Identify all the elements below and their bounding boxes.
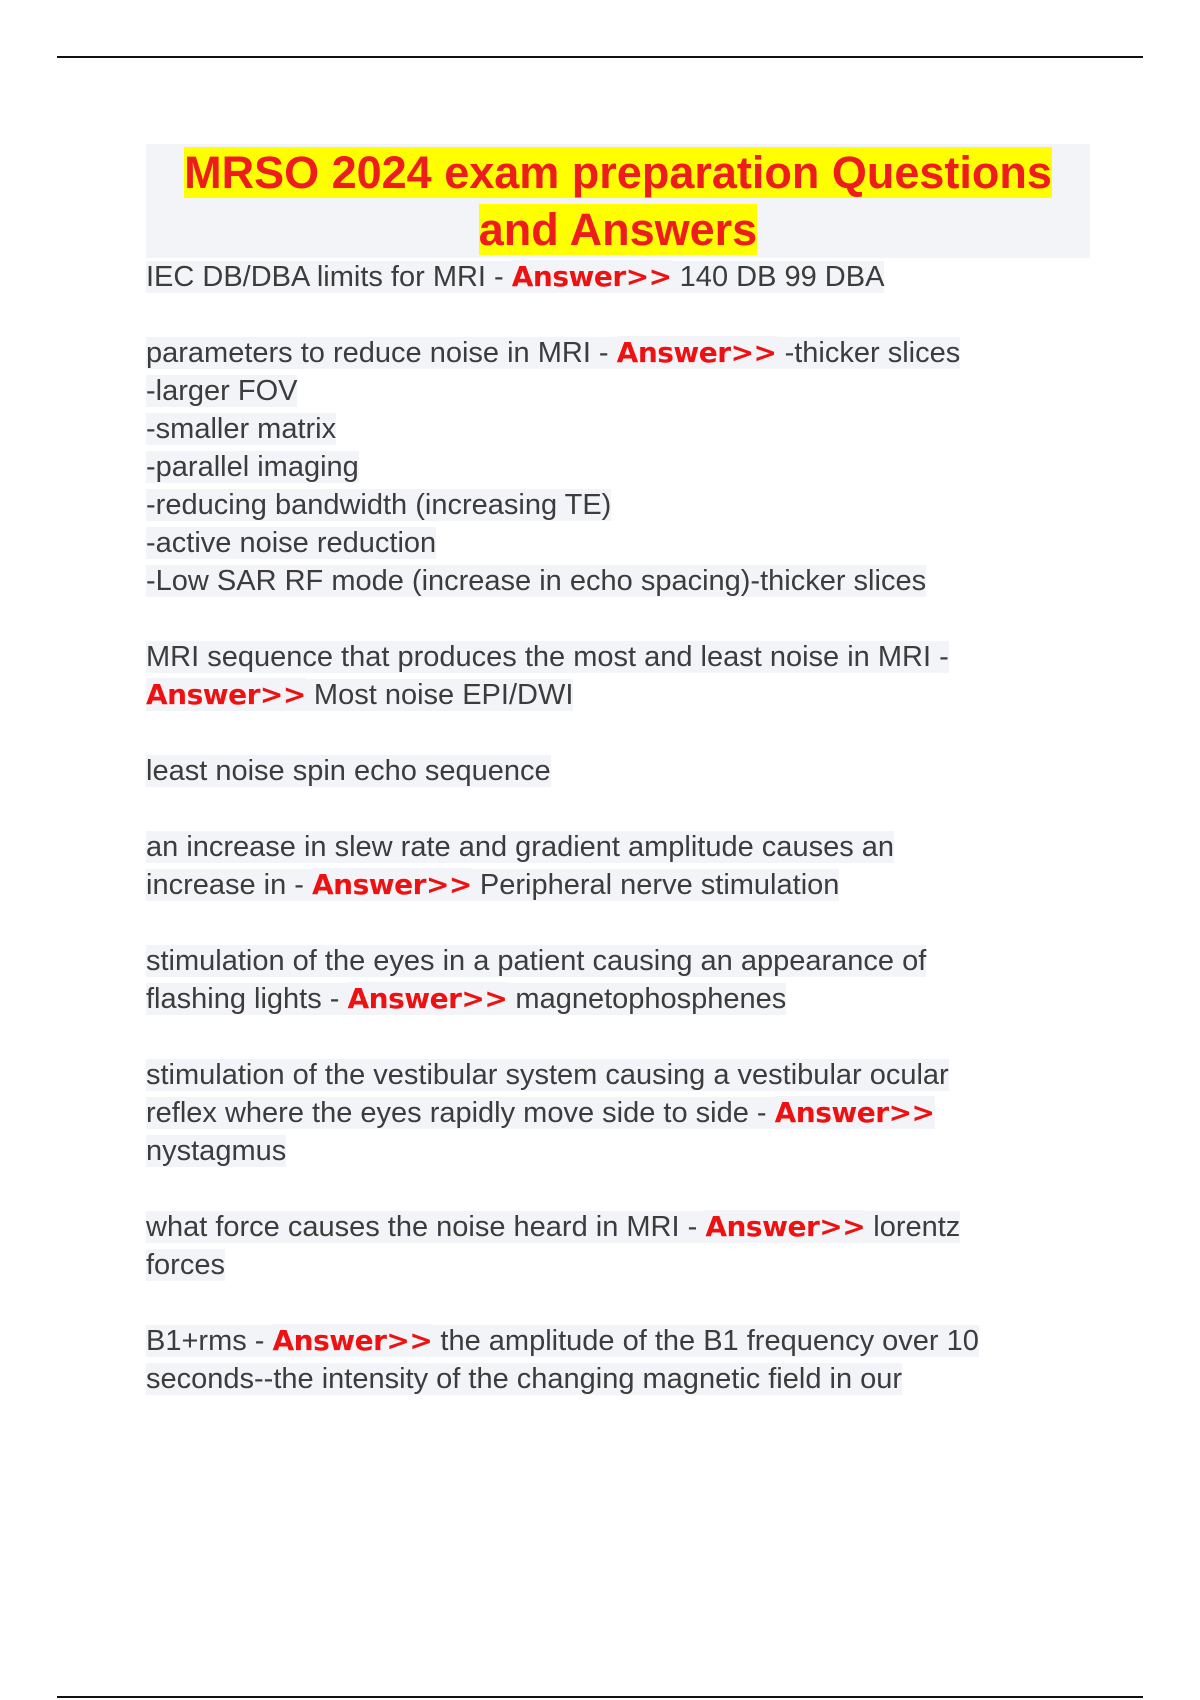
title-line-2: and Answers — [478, 204, 758, 255]
title-line-1: MRSO 2024 exam preparation Questions — [184, 147, 1052, 198]
qa-item — [146, 752, 1096, 790]
qa-item — [146, 1322, 1096, 1398]
qa-list — [146, 258, 1096, 1398]
answer-text: the amplitude of the B1 frequency over 10 — [432, 1325, 979, 1357]
answer-text: lorentz — [865, 1211, 961, 1243]
question-text: flashing lights - — [146, 983, 348, 1015]
answer-text: Peripheral nerve stimulation — [471, 869, 840, 901]
question-text: IEC DB/DBA limits for MRI - — [146, 261, 512, 293]
question-text: an increase in slew rate and gradient amplitude causes an — [146, 831, 895, 863]
answer-label: Answer>> — [616, 336, 777, 369]
answer-text: seconds--the intensity of the changing magnetic field in our — [146, 1363, 903, 1395]
answer-list-line: -parallel imaging — [146, 451, 359, 483]
question-text: B1+rms - — [146, 1325, 273, 1357]
answer-list-line: -Low SAR RF mode (increase in echo spacing)-thicker slices — [146, 565, 927, 597]
answer-text: nystagmus — [146, 1135, 287, 1167]
answer-text: -thicker slices — [776, 337, 961, 369]
answer-list-line: -reducing bandwidth (increasing TE) — [146, 489, 612, 521]
answer-label: Answer>> — [705, 1210, 866, 1243]
top-divider — [57, 56, 1143, 58]
question-text: MRI sequence that produces the most and least noise in MRI - — [146, 641, 949, 673]
answer-list-line: -larger FOV — [146, 375, 298, 407]
answer-text: Most noise EPI/DWI — [305, 679, 574, 711]
answer-label: Answer>> — [312, 868, 472, 901]
question-text: stimulation of the eyes in a patient causing an appearance of — [146, 945, 927, 977]
qa-item — [146, 828, 1096, 904]
question-text: increase in - — [146, 869, 313, 901]
answer-text: 140 DB 99 DBA — [671, 261, 885, 293]
answer-label: Answer>> — [774, 1096, 935, 1129]
answer-label: Answer>> — [511, 260, 672, 293]
plain-text: least noise spin echo sequence — [146, 755, 551, 787]
qa-item — [146, 1056, 1096, 1170]
answer-list-line: -active noise reduction — [146, 527, 437, 559]
question-text: reflex where the eyes rapidly move side to side - — [146, 1097, 775, 1129]
question-text: parameters to reduce noise in MRI - — [146, 337, 617, 369]
question-text: what force causes the noise heard in MRI - — [146, 1211, 706, 1243]
qa-item — [146, 942, 1096, 1018]
answer-list-line: -smaller matrix — [146, 413, 337, 445]
answer-text: forces — [146, 1249, 225, 1281]
answer-text: magnetophosphenes — [507, 983, 787, 1015]
answer-label: Answer>> — [146, 678, 306, 711]
qa-item — [146, 638, 1096, 714]
qa-item — [146, 258, 1096, 296]
answer-label: Answer>> — [272, 1324, 433, 1357]
answer-label: Answer>> — [347, 982, 508, 1015]
qa-item — [146, 334, 1096, 600]
bottom-divider — [57, 1696, 1143, 1698]
document-title — [146, 144, 1090, 258]
qa-item — [146, 1208, 1096, 1284]
question-text: stimulation of the vestibular system causing a vestibular ocular — [146, 1059, 949, 1091]
